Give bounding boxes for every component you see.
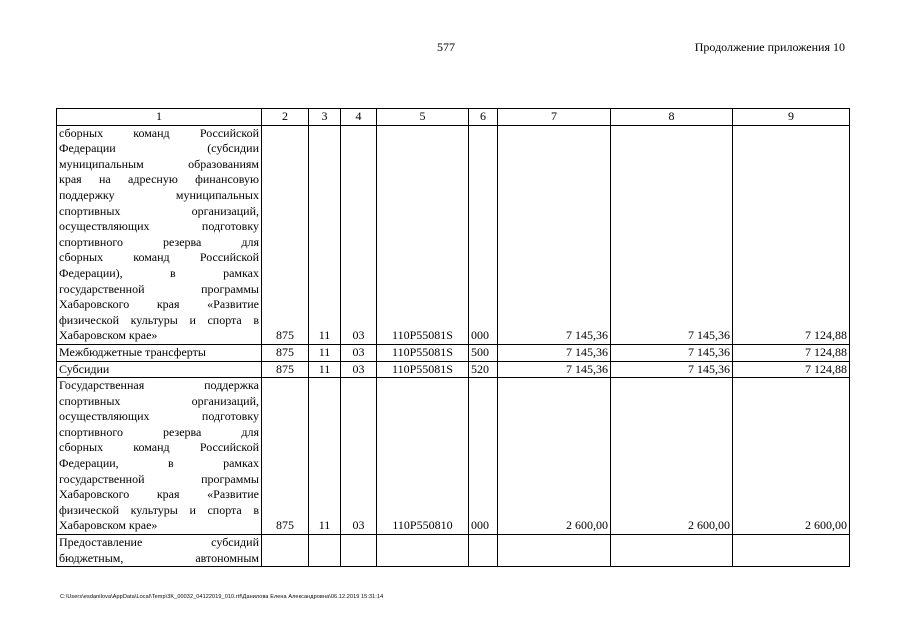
- cell-amount-3: 2 600,00: [733, 378, 850, 535]
- column-header: 1: [57, 109, 262, 126]
- column-header: 3: [309, 109, 341, 126]
- table-row: [57, 535, 850, 567]
- description-line: физической культуры и спорта в: [59, 312, 259, 327]
- cell-amount-3: 7 124,88: [733, 125, 850, 344]
- row-description: [57, 125, 262, 344]
- cell-section: 11: [309, 361, 341, 378]
- description-line: спортивного резерва для: [59, 424, 259, 439]
- cell-amount-3: [733, 535, 850, 567]
- cell-amount-2: 7 145,36: [611, 361, 733, 378]
- row-description: [57, 535, 262, 567]
- row-description: [57, 344, 262, 361]
- cell-amount-1: 7 145,36: [498, 344, 611, 361]
- cell-target-article: 110P550810: [377, 378, 469, 535]
- description-line: государственной программы: [59, 281, 259, 296]
- description-line: Хабаровского края «Развитие: [59, 297, 259, 312]
- description-line: Предоставление субсидий: [59, 535, 259, 550]
- cell-amount-2: 2 600,00: [611, 378, 733, 535]
- cell-admin-code: 875: [262, 344, 309, 361]
- description-line: государственной программы: [59, 471, 259, 486]
- table-header-row: [57, 109, 850, 126]
- description-line: муниципальным образованиям: [59, 156, 259, 171]
- cell-target-article: [377, 535, 469, 567]
- description-line: бюджетным, автономным: [59, 550, 259, 565]
- cell-admin-code: 875: [262, 378, 309, 535]
- row-description: [57, 378, 262, 535]
- cell-target-article: 110P55081S: [377, 344, 469, 361]
- column-header: 6: [469, 109, 498, 126]
- table-row: [57, 344, 850, 361]
- cell-admin-code: 875: [262, 361, 309, 378]
- column-header: 5: [377, 109, 469, 126]
- description-line: спортивных организаций,: [59, 393, 259, 408]
- footer-file-path: C:\Users\esdanilova\AppData\Local\Temp\3K_00032_04122019_010.rtf\Данилова Елена Александровна\06.12.2019 15:31:14: [60, 594, 384, 600]
- cell-section: 11: [309, 125, 341, 344]
- cell-amount-2: 7 145,36: [611, 125, 733, 344]
- description-line: Хабаровском крае»: [59, 518, 158, 533]
- budget-table: [56, 108, 850, 567]
- cell-section: 11: [309, 378, 341, 535]
- cell-subsection: 03: [341, 378, 377, 535]
- description-line: осуществляющих подготовку: [59, 219, 259, 234]
- description-line: Хабаровского края «Развитие: [59, 487, 259, 502]
- table-row: [57, 378, 850, 535]
- cell-target-article: 110P55081S: [377, 125, 469, 344]
- cell-amount-1: 2 600,00: [498, 378, 611, 535]
- table-row: [57, 125, 850, 344]
- cell-expense-type: 000: [469, 378, 498, 535]
- cell-amount-3: 7 124,88: [733, 344, 850, 361]
- cell-subsection: 03: [341, 361, 377, 378]
- cell-subsection: 03: [341, 344, 377, 361]
- cell-expense-type: 520: [469, 361, 498, 378]
- description-line: Межбюджетные трансферты: [59, 344, 206, 359]
- description-line: сборных команд Российской: [59, 250, 259, 265]
- table-row: [57, 361, 850, 378]
- cell-amount-1: [498, 535, 611, 567]
- description-line: Федерации (субсидии: [59, 141, 259, 156]
- description-line: сборных команд Российской: [59, 440, 259, 455]
- column-header: 9: [733, 109, 850, 126]
- cell-subsection: [341, 535, 377, 567]
- cell-amount-2: [611, 535, 733, 567]
- description-line: физической культуры и спорта в: [59, 502, 259, 517]
- cell-subsection: 03: [341, 125, 377, 344]
- cell-amount-1: 7 145,36: [498, 125, 611, 344]
- description-line: осуществляющих подготовку: [59, 409, 259, 424]
- column-header: 2: [262, 109, 309, 126]
- description-line: сборных команд Российской: [59, 125, 259, 140]
- description-line: Государственная поддержка: [59, 378, 259, 393]
- cell-amount-3: 7 124,88: [733, 361, 850, 378]
- description-line: поддержку муниципальных: [59, 187, 259, 202]
- column-header: 8: [611, 109, 733, 126]
- cell-section: [309, 535, 341, 567]
- description-line: Федерации), в рамках: [59, 265, 259, 280]
- cell-admin-code: 875: [262, 125, 309, 344]
- description-line: Хабаровском крае»: [59, 328, 158, 343]
- cell-amount-1: 7 145,36: [498, 361, 611, 378]
- description-line: края на адресную финансовую: [59, 172, 259, 187]
- appendix-title: Продолжение приложения 10: [694, 40, 845, 54]
- description-line: спортивных организаций,: [59, 203, 259, 218]
- description-line: Субсидии: [59, 361, 110, 376]
- cell-target-article: 110P55081S: [377, 361, 469, 378]
- description-line: спортивного резерва для: [59, 234, 259, 249]
- page-number: 577: [437, 40, 455, 54]
- cell-expense-type: 500: [469, 344, 498, 361]
- cell-expense-type: [469, 535, 498, 567]
- cell-amount-2: 7 145,36: [611, 344, 733, 361]
- cell-section: 11: [309, 344, 341, 361]
- cell-expense-type: 000: [469, 125, 498, 344]
- row-description: [57, 361, 262, 378]
- description-line: Федерации, в рамках: [59, 456, 259, 471]
- column-header: 4: [341, 109, 377, 126]
- cell-admin-code: [262, 535, 309, 567]
- column-header: 7: [498, 109, 611, 126]
